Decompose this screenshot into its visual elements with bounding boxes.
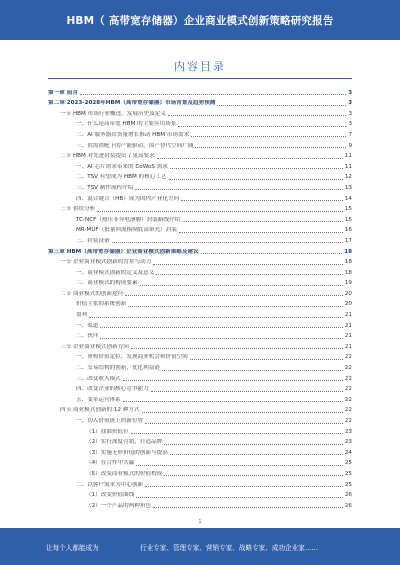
toc-leader-dots xyxy=(131,348,343,349)
toc-entry-label: 盈利 xyxy=(76,312,88,319)
toc-entry-page: 9 xyxy=(348,142,352,149)
toc-leader-dots xyxy=(80,94,346,95)
toc-entry[interactable] xyxy=(48,266,352,277)
toc-entry[interactable] xyxy=(48,118,352,129)
toc-entry-label: TC-NCF（热压非导电薄膜）封装路线介绍 xyxy=(76,216,181,223)
toc-entry-label: 一节 企业商业模式创新的背景与动力 xyxy=(60,259,152,266)
toc-entry-label: 二、以客户需求为中心创新 xyxy=(76,481,144,488)
toc-leader-dots xyxy=(190,359,343,360)
toc-entry-page: 25 xyxy=(344,481,352,488)
toc-leader-dots xyxy=(178,126,346,127)
toc-entry[interactable] xyxy=(48,308,352,319)
toc-entry-page: 12 xyxy=(344,174,352,181)
toc-entry-label: 三、供需错配下的产能驱动，国产替代空间广阔 xyxy=(76,142,194,149)
toc-entry-label: 三节 供给分析 xyxy=(60,206,96,213)
toc-leader-dots xyxy=(157,158,343,159)
toc-entry[interactable] xyxy=(48,181,352,192)
toc-entry-page: 16 xyxy=(344,227,352,234)
toc-entry-page: 25 xyxy=(344,460,352,467)
toc-entry-label: 第三章 HBM（高带宽存储器）企业商业模式创新策略及建议 xyxy=(48,248,199,255)
toc-leader-dots xyxy=(145,486,343,487)
toc-entry[interactable] xyxy=(48,203,352,214)
toc-leader-dots xyxy=(153,507,343,508)
toc-leader-dots xyxy=(123,401,343,402)
toc-entry-page: 20 xyxy=(344,290,352,297)
toc-entry-page: 22 xyxy=(344,375,352,382)
toc-entry[interactable] xyxy=(48,298,352,309)
toc-entry[interactable] xyxy=(48,436,352,447)
toc-entry-label: 三节 企业商业模式创新方向 xyxy=(60,343,129,350)
toc-entry[interactable] xyxy=(48,414,352,425)
toc-entry-page: 22 xyxy=(344,418,352,424)
toc-entry-label: 二节 商业模式的创新途径 xyxy=(60,290,124,297)
toc-entry-page: 22 xyxy=(344,354,352,361)
toc-entry[interactable] xyxy=(48,361,352,372)
toc-leader-dots xyxy=(162,370,343,371)
toc-leader-dots xyxy=(164,444,343,445)
toc-entry-page: 26 xyxy=(344,492,352,499)
toc-entry[interactable] xyxy=(48,150,352,161)
toc-leader-dots xyxy=(170,454,343,455)
toc-leader-dots xyxy=(131,433,343,434)
toc-entry[interactable] xyxy=(48,340,352,351)
toc-entry-page: 23 xyxy=(344,428,352,435)
toc-entry-page: 13 xyxy=(344,184,352,191)
toc-entry-page: 22 xyxy=(344,407,352,414)
toc-entry[interactable] xyxy=(48,383,352,394)
toc-entry[interactable] xyxy=(48,330,352,341)
toc-entry[interactable] xyxy=(48,97,352,108)
toc-entry-label: 三、封装设备 xyxy=(76,237,110,244)
toc-entry-label: 二、伙伴 xyxy=(76,333,99,340)
toc-entry-label: 二节 HBM 对先进封装提出了更高要求 xyxy=(60,153,155,160)
toc-entry[interactable] xyxy=(48,224,352,235)
toc-leader-dots xyxy=(169,179,343,180)
toc-leader-dots xyxy=(136,497,343,498)
toc-entry-label: 一、切入价值链上的新位置 xyxy=(76,418,144,424)
toc-leader-dots xyxy=(164,475,343,476)
toc-entry-label: （3）实施无形价值的创新与提高 xyxy=(86,449,168,456)
toc-entry-page: 15 xyxy=(344,206,352,213)
toc-leader-dots xyxy=(97,211,343,212)
toc-entry-page: 7 xyxy=(348,131,352,138)
toc-entry-page: 17 xyxy=(344,237,352,244)
toc-leader-dots xyxy=(100,338,342,339)
toc-entry-label: （1）找准价值位 xyxy=(86,428,129,435)
toc-leader-dots xyxy=(89,317,343,318)
toc-entry-label: （2）实行深度营销，打造品牌 xyxy=(86,439,163,446)
toc-entry[interactable] xyxy=(48,457,352,468)
toc-entry-page: 22 xyxy=(344,365,352,372)
toc-entry-label: 二、商业模式的构成要素 xyxy=(76,280,138,287)
toc-entry-page: 11 xyxy=(344,153,352,160)
toc-entry[interactable] xyxy=(48,245,352,256)
toc-entry-label: 三、改变收入模式 xyxy=(76,375,121,382)
toc-entry-page: 18 xyxy=(344,248,352,255)
toc-entry[interactable] xyxy=(48,287,352,298)
toc-leader-dots xyxy=(156,274,343,275)
toc-entry-label: 一、渠道 xyxy=(76,322,99,329)
toc-entry[interactable] xyxy=(48,171,352,182)
toc-entry-label: （5）改变商业模式的价值构成 xyxy=(86,470,163,477)
toc-entry-label: 五、变革运营体系 xyxy=(76,396,121,403)
toc-entry-label: 一、AI 芯片需求带来的 CoWoS 需求 xyxy=(76,163,168,170)
toc-entry[interactable] xyxy=(48,192,352,203)
toc-entry-label: 二、TSV 有望成为 HBM 的核心工艺 xyxy=(76,174,167,181)
toc-entry[interactable] xyxy=(48,446,352,457)
toc-entry-label: MR-MUF（批量回流模制底部填充）封装 xyxy=(76,227,177,234)
toc-leader-dots xyxy=(201,253,342,254)
toc-entry-label: 一节 HBM 市场行业概述，发展历史及定义 xyxy=(60,110,166,117)
toc-entry[interactable] xyxy=(48,256,352,267)
toc-leader-dots xyxy=(145,423,343,424)
toc-entry-label: 第二章 2023-2028年HBM（高带宽存储器）市场背景及趋势预测 xyxy=(48,100,216,107)
toc-entry-page: 3 xyxy=(348,89,352,96)
footer-slogan: 让每个人都能成为 xyxy=(46,543,99,552)
toc-entry-label: （2）一个产品的两种角色 xyxy=(86,502,152,509)
toc-leader-dots xyxy=(168,115,347,116)
toc-entry-page: 21 xyxy=(344,312,352,319)
toc-leader-dots xyxy=(123,380,343,381)
toc-entry[interactable] xyxy=(48,107,352,118)
toc-leader-dots xyxy=(181,200,343,201)
toc-leader-dots xyxy=(151,391,343,392)
toc-divider xyxy=(48,78,352,79)
toc-entry-page: 25 xyxy=(344,470,352,477)
toc-entry-page: 11 xyxy=(344,163,352,170)
toc-leader-dots xyxy=(112,242,343,243)
toc-entry-page: 21 xyxy=(344,343,352,350)
footer-bar xyxy=(0,528,400,565)
toc-entry-label: 四节 商业模式创新的 12 种方式 xyxy=(60,407,140,414)
toc-entry[interactable] xyxy=(48,86,352,97)
toc-entry-page: 15 xyxy=(344,216,352,223)
toc-leader-dots xyxy=(135,189,343,190)
toc-entry[interactable] xyxy=(48,319,352,330)
toc-leader-dots xyxy=(182,221,343,222)
toc-entry[interactable] xyxy=(48,499,352,510)
table-of-contents xyxy=(48,86,352,510)
toc-leader-dots xyxy=(125,295,343,296)
toc-leader-dots xyxy=(142,412,343,413)
toc-entry[interactable] xyxy=(48,213,352,224)
toc-entry-page: 22 xyxy=(344,386,352,393)
toc-entry-label: 一、重构价值定位，发现商业机会和价值空间 xyxy=(76,354,188,361)
toc-entry-label: 第一章 前言 xyxy=(48,89,78,96)
toc-leader-dots xyxy=(217,105,346,106)
toc-leader-dots xyxy=(100,327,342,328)
toc-entry[interactable] xyxy=(48,128,352,139)
toc-entry[interactable] xyxy=(48,277,352,288)
toc-entry-label: （4）在合作中共赢 xyxy=(86,460,135,467)
toc-entry-page: 22 xyxy=(344,396,352,403)
toc-entry-page: 18 xyxy=(344,259,352,266)
toc-entry-page: 3 xyxy=(348,121,352,128)
report-title: HBM（ 高带宽存储器）企业商业模式创新策略研究报告 xyxy=(66,14,334,27)
toc-entry-label: 三、TSV 制作流程介绍 xyxy=(76,184,134,191)
toc-leader-dots xyxy=(170,168,343,169)
toc-entry[interactable] xyxy=(48,139,352,150)
toc-entry[interactable] xyxy=(48,234,352,245)
toc-entry[interactable] xyxy=(48,425,352,436)
toc-entry-page: 20 xyxy=(344,301,352,308)
toc-leader-dots xyxy=(191,136,346,137)
toc-entry-label: 一、什么是高带宽 HBM 的主要应用场景 xyxy=(76,121,177,128)
toc-entry-label: （1）改变价值曲线 xyxy=(86,492,135,499)
toc-entry[interactable] xyxy=(48,404,352,415)
toc-entry[interactable] xyxy=(48,489,352,500)
toc-entry[interactable] xyxy=(48,160,352,171)
toc-entry-label: 价值主张的系统创新 xyxy=(76,301,127,308)
toc-leader-dots xyxy=(153,264,343,265)
toc-entry-page: 19 xyxy=(344,280,352,287)
report-header xyxy=(0,0,400,40)
toc-entry[interactable] xyxy=(48,478,352,489)
toc-entry-label: 二、AI 服务器出货量增长推动 HBM 市场需求 xyxy=(76,131,190,138)
toc-leader-dots xyxy=(140,285,343,286)
footer-tagline: 行业专家、管理专家、营销专家、战略专家、成功企业家…… xyxy=(140,543,319,552)
toc-entry-page: 24 xyxy=(344,449,352,456)
toc-entry-page: 14 xyxy=(344,195,352,202)
toc-entry-label: 四、混合键合（HB）成为国内产业化方向 xyxy=(76,195,180,202)
toc-entry-page: 21 xyxy=(344,333,352,340)
toc-leader-dots xyxy=(179,232,343,233)
toc-entry-page: 3 xyxy=(348,100,352,107)
toc-entry-page: 26 xyxy=(344,502,352,509)
toc-entry-page: 18 xyxy=(344,269,352,276)
toc-entry-page: 21 xyxy=(344,322,352,329)
toc-entry-label: 四、改变企业的核心竞争能力 xyxy=(76,386,149,393)
toc-entry-label: 一、商业模式创新的定义及意义 xyxy=(76,269,155,276)
toc-entry[interactable] xyxy=(48,393,352,404)
toc-entry-page: 3 xyxy=(348,110,352,117)
toc-entry[interactable] xyxy=(48,351,352,362)
toc-entry-page: 23 xyxy=(344,439,352,446)
page-number: 1 xyxy=(198,519,202,525)
toc-heading: 内容目录 xyxy=(174,60,226,73)
toc-entry[interactable] xyxy=(48,372,352,383)
toc-entry-label: 二、交易结构的创新，优化利益链 xyxy=(76,365,160,372)
toc-entry[interactable] xyxy=(48,467,352,478)
toc-leader-dots xyxy=(128,306,343,307)
toc-leader-dots xyxy=(195,147,346,148)
toc-leader-dots xyxy=(136,465,343,466)
